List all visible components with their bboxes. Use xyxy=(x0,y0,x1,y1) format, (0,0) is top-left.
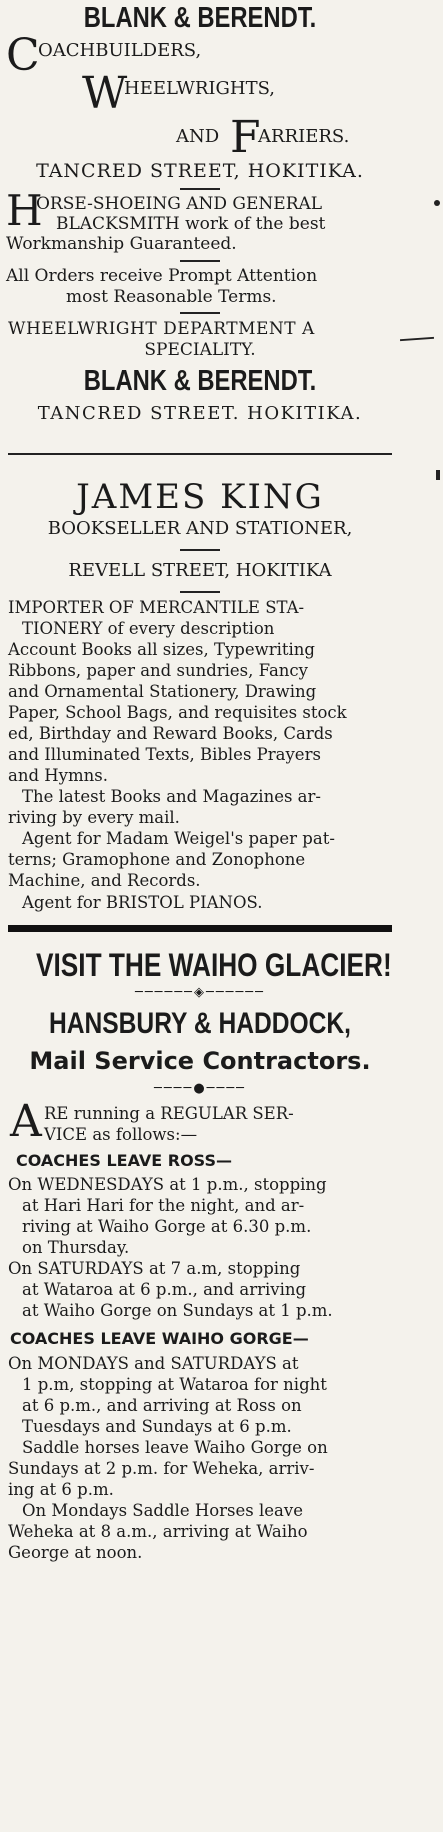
divider xyxy=(180,549,220,551)
divider xyxy=(180,312,220,314)
ad-hansbury-haddock xyxy=(0,944,400,1563)
monday-paragraph: On MONDAYS and SATURDAYS at 1 p.m, stopping at Wataroa for night at 6 p.m., and arriving at Ross on Tuesdays and Sundays at 6 p.m. xyxy=(8,1354,327,1436)
agent-weigel-paragraph: Agent for Madam Weigel's paper pat- terns; Gramophone and Zonophone Machine, and Records. xyxy=(8,829,335,890)
horse-shoeing-paragraph: H ORSE-SHOEING AND GENERAL BLACKSMITH work of the best Workmanship Guaranteed. xyxy=(6,186,326,254)
intro-paragraph: A RE running a REGULAR SER- VICE as follows:— xyxy=(10,1096,294,1147)
subhead-ross: COACHES LEAVE ROSS— xyxy=(16,1151,233,1170)
name-heading: JAMES KING xyxy=(76,477,324,517)
saddle-horses-paragraph: Saddle horses leave Waiho Gorge on Sundays at 2 p.m. for Weheka, arriv- ing at 6 p.m. xyxy=(8,1438,328,1499)
farriers-line: AND F ARRIERS. xyxy=(176,112,350,163)
stationery-paragraph: IMPORTER OF MERCANTILE STA- TIONERY of every description Account Books all sizes, Typewriting Ribbons, paper and sundries, Fancy and Ornamental Stationery, Drawing Paper, School Bags, and requisites stock ed, Birthday and Reward Books, Cards and Illuminated Texts, Bibles Prayers and Hymns. xyxy=(8,598,347,785)
agent-bristol-line: Agent for BRISTOL PIANOS. xyxy=(22,893,263,912)
firm-heading: HANSBURY & HADDOCK, xyxy=(48,1007,352,1040)
margin-mark xyxy=(400,337,434,341)
orders-line-2: most Reasonable Terms. xyxy=(66,287,277,307)
wheelwright-dept-line-2: SPECIALITY. xyxy=(144,340,256,360)
saturday-paragraph: On SATURDAYS at 7 a.m, stopping at Wataroa at 6 p.m., and arriving at Waiho Gorge on Sundays at 1 p.m. xyxy=(8,1259,333,1320)
address-line: REVELL STREET, HOKITIKA xyxy=(68,560,332,581)
ornament-divider: ────●──── xyxy=(154,1081,246,1096)
wheelwrights-line: W HEELWRIGHTS, xyxy=(82,68,276,119)
divider xyxy=(180,260,220,262)
latest-books-paragraph: The latest Books and Magazines ar- riving by every mail. xyxy=(8,787,321,827)
firm-heading: BLANK & BERENDT. xyxy=(83,2,317,34)
trade-line: BOOKSELLER AND STATIONER, xyxy=(47,518,353,539)
ad-james-king xyxy=(0,477,400,913)
divider xyxy=(180,591,220,593)
monday-saddle-paragraph: On Mondays Saddle Horses leave Weheka at 8 a.m., arriving at Waiho George at noon. xyxy=(8,1501,308,1562)
ad-blank-berendt xyxy=(0,0,400,429)
address-line-2: TANCRED STREET. HOKITIKA. xyxy=(37,403,363,424)
ornament-divider: ──────◈────── xyxy=(135,985,265,1000)
wednesday-paragraph: On WEDNESDAYS at 1 p.m., stopping at Hari Hari for the night, and ar- riving at Waiho Gorge at 6.30 p.m. on Thursday. xyxy=(8,1175,327,1257)
subhead-waiho: COACHES LEAVE WAIHO GORGE— xyxy=(10,1329,309,1348)
coachbuilders-line: C OACHBUILDERS, xyxy=(6,30,202,81)
thick-divider xyxy=(8,925,392,932)
headline: VISIT THE WAIHO GLACIER! xyxy=(36,947,392,983)
margin-mark xyxy=(436,470,440,480)
address-line: TANCRED STREET, HOKITIKA. xyxy=(36,160,364,182)
subheading: Mail Service Contractors. xyxy=(29,1047,371,1075)
firm-heading-2: BLANK & BERENDT. xyxy=(83,365,317,397)
wheelwright-dept-line-1: WHEELWRIGHT DEPARTMENT A xyxy=(8,319,315,339)
divider xyxy=(180,188,220,190)
margin-mark xyxy=(434,200,440,206)
orders-line-1: All Orders receive Prompt Attention xyxy=(6,266,318,286)
